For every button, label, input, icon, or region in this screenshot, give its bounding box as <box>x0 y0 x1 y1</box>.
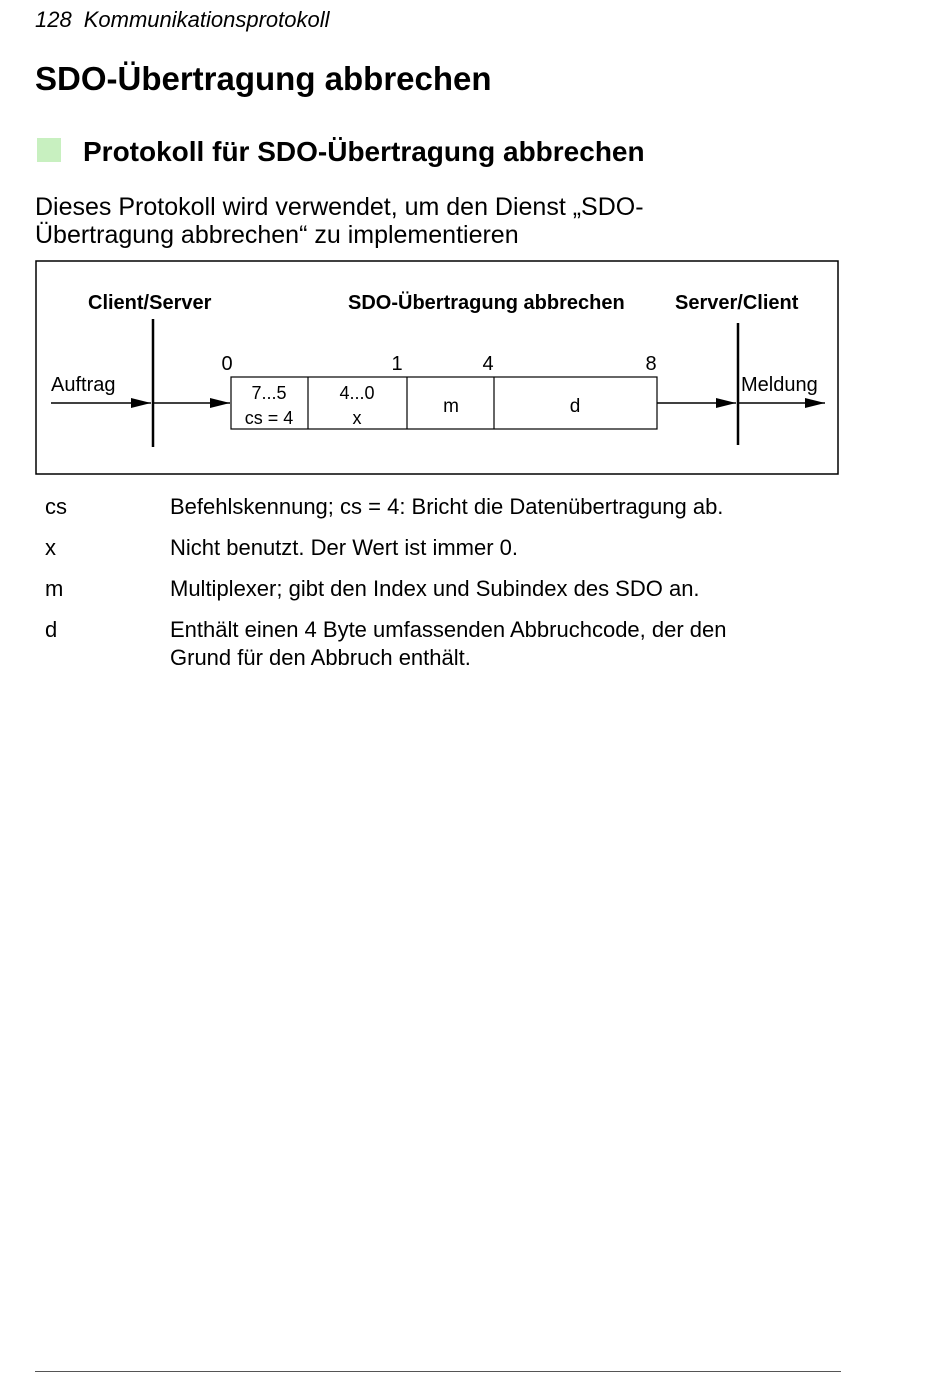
heading-bullet-icon <box>37 138 61 162</box>
right-party-label: Server/Client <box>675 292 799 314</box>
definition-term: m <box>45 576 64 601</box>
x-bits-label: 4...0 <box>339 383 375 403</box>
definition-item <box>45 493 835 521</box>
service-label: SDO-Übertragung abbrechen <box>348 292 625 314</box>
definition-description: Befehlskennung; cs = 4: Bricht die Datenübertragung ab. <box>170 494 724 519</box>
footer-rule <box>35 1371 841 1372</box>
byte-marker-1: 1 <box>391 353 403 375</box>
definition-item <box>45 575 835 603</box>
x-field-label: x <box>352 408 362 428</box>
left-party-label: Client/Server <box>88 292 212 314</box>
definition-term: cs <box>45 494 67 519</box>
m-field-label: m <box>443 396 459 417</box>
running-header <box>35 7 330 33</box>
page-title: SDO-Übertragung abbrechen <box>35 60 492 97</box>
intro-paragraph: Dieses Protokoll wird verwendet, um den Dienst „SDO-Übertragung abbrechen“ zu implementieren <box>35 193 644 249</box>
d-field-label: d <box>569 396 581 417</box>
definition-list <box>45 493 835 685</box>
section-title: Kommunikationsprotokoll <box>83 7 330 32</box>
byte-marker-0: 0 <box>221 353 233 375</box>
definition-description: Nicht benutzt. Der Wert ist immer 0. <box>170 535 519 560</box>
definition-item <box>45 534 835 562</box>
definition-description: Enthält einen 4 Byte umfassenden Abbruchcode, der den Grund für den Abbruch enthält. <box>170 617 727 670</box>
protocol-diagram <box>35 260 839 475</box>
definition-description: Multiplexer; gibt den Index und Subindex des SDO an. <box>170 576 700 601</box>
byte-marker-8: 8 <box>645 353 657 375</box>
definition-term: d <box>45 617 58 642</box>
cs-value-label: cs = 4 <box>244 408 294 428</box>
subsection-title: Protokoll für SDO-Übertragung abbrechen <box>83 136 645 167</box>
subsection-heading <box>37 136 645 168</box>
byte-marker-4: 4 <box>482 353 494 375</box>
request-label: Auftrag <box>51 374 116 396</box>
indication-label: Meldung <box>741 374 818 396</box>
definition-item <box>45 616 835 672</box>
cs-bits-label: 7...5 <box>251 383 287 403</box>
definition-term: x <box>45 535 56 560</box>
page-number: 128 <box>35 7 72 32</box>
